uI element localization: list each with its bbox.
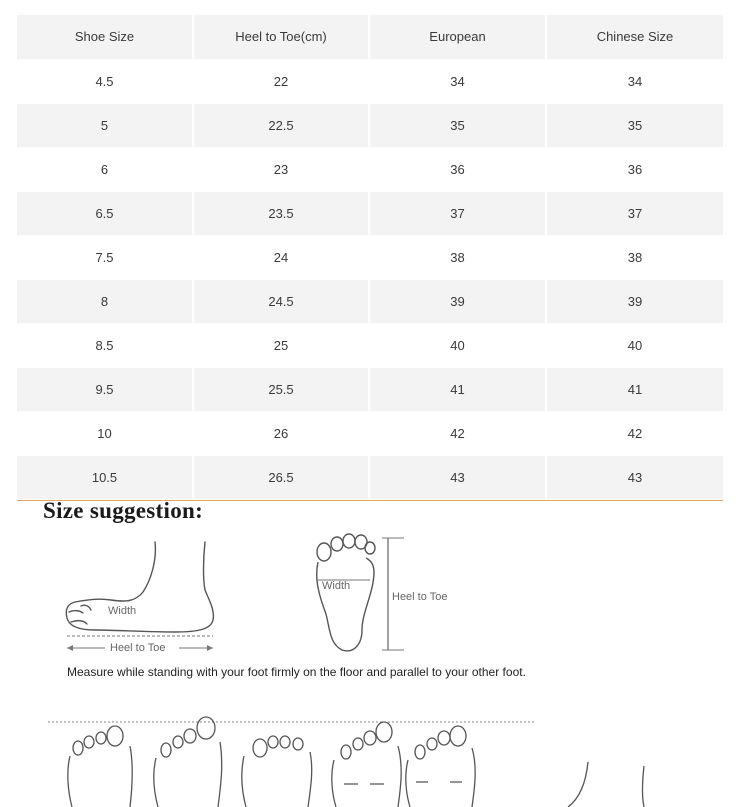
cell-shoe-size: 10	[17, 411, 193, 455]
cell-shoe-size: 9.5	[17, 367, 193, 411]
cell-european: 37	[369, 191, 546, 235]
cell-european: 36	[369, 147, 546, 191]
table-row	[17, 323, 723, 367]
cell-european: 42	[369, 411, 546, 455]
table-row	[17, 367, 723, 411]
top-view-width-label: Width	[322, 580, 351, 592]
cell-heel-to-toe: 26	[193, 411, 369, 455]
header-european: European	[369, 15, 546, 59]
cell-chinese-size: 40	[546, 323, 723, 367]
header-chinese-size: Chinese Size	[546, 15, 723, 59]
cell-chinese-size: 37	[546, 191, 723, 235]
header-shoe-size: Shoe Size	[17, 15, 193, 59]
table-row	[17, 103, 723, 147]
cell-chinese-size: 41	[546, 367, 723, 411]
cell-european: 35	[369, 103, 546, 147]
foot-shape-examples-illustration	[48, 712, 648, 807]
size-chart-table	[17, 15, 723, 500]
side-view-width-label: Width	[108, 605, 137, 617]
cell-european: 38	[369, 235, 546, 279]
cell-shoe-size: 10.5	[17, 455, 193, 499]
table-row	[17, 279, 723, 323]
cell-heel-to-toe: 25.5	[193, 367, 369, 411]
cell-european: 43	[369, 455, 546, 499]
table-row	[17, 59, 723, 103]
cell-heel-to-toe: 23	[193, 147, 369, 191]
cell-shoe-size: 6	[17, 147, 193, 191]
cell-shoe-size: 5	[17, 103, 193, 147]
cell-shoe-size: 4.5	[17, 59, 193, 103]
cell-heel-to-toe: 22.5	[193, 103, 369, 147]
cell-chinese-size: 42	[546, 411, 723, 455]
top-view-heel-to-toe-label: Heel to Toe	[392, 591, 448, 603]
cell-shoe-size: 8	[17, 279, 193, 323]
cell-shoe-size: 7.5	[17, 235, 193, 279]
cell-heel-to-toe: 25	[193, 323, 369, 367]
table-row	[17, 411, 723, 455]
cell-heel-to-toe: 24.5	[193, 279, 369, 323]
cell-chinese-size: 43	[546, 455, 723, 499]
cell-heel-to-toe: 24	[193, 235, 369, 279]
cell-chinese-size: 34	[546, 59, 723, 103]
size-suggestion-title: Size suggestion:	[43, 498, 204, 523]
table-row	[17, 455, 723, 499]
cell-chinese-size: 36	[546, 147, 723, 191]
cell-european: 39	[369, 279, 546, 323]
cell-european: 41	[369, 367, 546, 411]
cell-heel-to-toe: 26.5	[193, 455, 369, 499]
table-row	[17, 191, 723, 235]
side-view-heel-to-toe-label: Heel to Toe	[110, 642, 166, 654]
cell-shoe-size: 6.5	[17, 191, 193, 235]
measure-instruction-note: Measure while standing with your foot firmly on the floor and parallel to your other foot.	[67, 665, 526, 679]
table-header-row	[17, 15, 723, 59]
cell-european: 34	[369, 59, 546, 103]
table-row	[17, 147, 723, 191]
cell-chinese-size: 38	[546, 235, 723, 279]
cell-chinese-size: 39	[546, 279, 723, 323]
cell-shoe-size: 8.5	[17, 323, 193, 367]
cell-chinese-size: 35	[546, 103, 723, 147]
cell-heel-to-toe: 22	[193, 59, 369, 103]
table-row	[17, 235, 723, 279]
cell-european: 40	[369, 323, 546, 367]
cell-heel-to-toe: 23.5	[193, 191, 369, 235]
header-heel-to-toe: Heel to Toe(cm)	[193, 15, 369, 59]
